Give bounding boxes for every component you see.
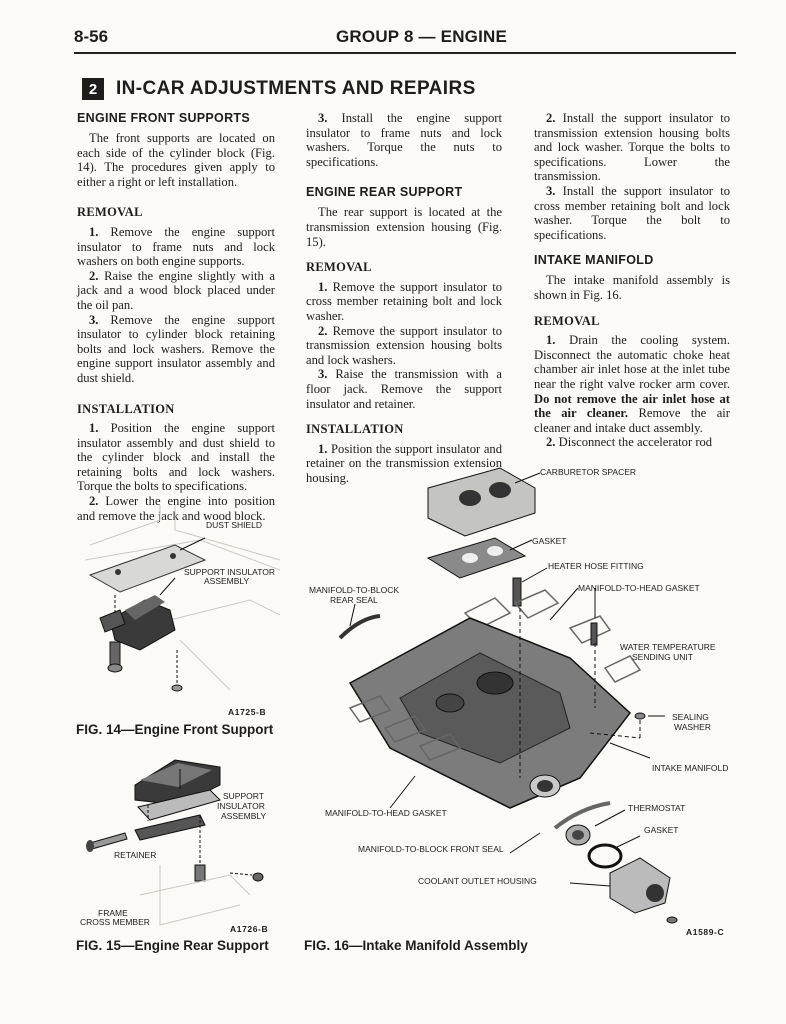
paragraph-front-intro: The front supports are located on each side of the cylinder block (Fig. 14). The procedures given apply to either a right or left installation. xyxy=(77,131,275,189)
step: 1. Remove the support insulator to cross member retaining bolt and lock washer. xyxy=(306,279,502,323)
label-water-temperature: WATER TEMPERATURE xyxy=(620,642,716,652)
step: 1. Position the engine support insulator assembly and dust shield to the cylinder block and install the retaining bolts and lock washers. Torque the bolts to specifications. xyxy=(77,421,275,494)
label-support: SUPPORT xyxy=(223,791,264,801)
label-manifold-to-head-gasket-top: MANIFOLD-TO-HEAD GASKET xyxy=(578,583,700,593)
label-dust-shield: DUST SHIELD xyxy=(206,520,263,530)
label-manifold-to-block: MANIFOLD-TO-BLOCK xyxy=(309,585,400,595)
section-heading xyxy=(82,78,476,100)
label-cross-member: CROSS MEMBER xyxy=(80,917,150,927)
step: 1. Position the support insulator and retainer on the transmission extension housing. xyxy=(306,441,503,485)
intake-manifold-exploded-illustration xyxy=(310,458,730,928)
label-frame: FRAME xyxy=(98,908,128,918)
label-heater-hose-fitting: HEATER HOSE FITTING xyxy=(548,561,644,571)
header-rule xyxy=(74,52,736,54)
figure-code: A1725-B xyxy=(228,707,267,717)
heading-installation: INSTALLATION xyxy=(77,401,175,416)
label-rear-seal: REAR SEAL xyxy=(330,595,378,605)
page-number: 8-56 xyxy=(74,27,109,46)
step: 2. Lower the engine into position and remove the jack and wood block. xyxy=(77,494,276,523)
heading-installation: INSTALLATION xyxy=(306,422,404,437)
label-carburetor-spacer: CARBURETOR SPACER xyxy=(540,467,637,477)
section-number-badge: 2 xyxy=(82,78,104,100)
column-2 xyxy=(306,111,502,485)
label-sealing: SEALING xyxy=(672,712,709,722)
paragraph-rear-intro: The rear support is located at the transmission extension housing (Fig. 15). xyxy=(306,205,502,249)
label-manifold-to-block-front-seal: MANIFOLD-TO-BLOCK FRONT SEAL xyxy=(358,844,504,854)
heading-intake-manifold: INTAKE MANIFOLD xyxy=(534,253,654,268)
heading-engine-front-supports: ENGINE FRONT SUPPORTS xyxy=(77,111,250,125)
heading-engine-rear-support: ENGINE REAR SUPPORT xyxy=(306,185,463,200)
step: 3. Install the engine support insulator to frame nuts and lock washers. Torque the nuts to specifications. xyxy=(306,111,502,169)
engine-front-support-illustration xyxy=(80,500,290,705)
warning-text: Do not remove the air inlet hose at the air cleaner. xyxy=(534,391,730,421)
figure-code: A1589-C xyxy=(686,927,725,937)
paragraph-intake-intro: The intake manifold assembly is shown in Fig. 16. xyxy=(534,273,730,302)
label-support-insulator: SUPPORT INSULATOR xyxy=(184,567,276,577)
page-header xyxy=(74,27,734,53)
column-1 xyxy=(77,111,275,523)
step: 2. Install the support insulator to transmission extension housing bolts and lock washer. Torque the bolts to specifications. Lower the transmission. xyxy=(534,111,731,184)
step: 2. Disconnect the accelerator rod xyxy=(546,435,713,450)
label-support-insulator-assembly: ASSEMBLY xyxy=(204,576,250,586)
step: 3. Remove the engine support insulator to cylinder block retaining bolts and lock washers. Remove the engine support insulator assembly and dust shield. xyxy=(77,312,275,385)
figure-caption-16: FIG. 16—Intake Manifold Assembly xyxy=(304,938,528,953)
label-coolant-outlet-housing: COOLANT OUTLET HOUSING xyxy=(418,876,537,886)
label-sending-unit: SENDING UNIT xyxy=(632,652,693,662)
group-title: GROUP 8 — ENGINE xyxy=(336,27,508,46)
label-thermostat: THERMOSTAT xyxy=(628,803,686,813)
label-manifold-to-head-gasket-bottom: MANIFOLD-TO-HEAD GASKET xyxy=(325,808,447,818)
label-intake-manifold: INTAKE MANIFOLD xyxy=(652,763,729,773)
label-gasket-top: GASKET xyxy=(532,536,567,546)
label-washer: WASHER xyxy=(674,722,711,732)
heading-removal: REMOVAL xyxy=(306,260,372,275)
label-assembly: ASSEMBLY xyxy=(221,811,267,821)
label-retainer: RETAINER xyxy=(114,850,157,860)
step: 3. Raise the transmission with a floor jack. Remove the support insulator and retainer. xyxy=(306,367,502,411)
figure-caption-14: FIG. 14—Engine Front Support xyxy=(76,722,274,737)
figure-code: A1726-B xyxy=(230,924,269,934)
step: 3. Install the support insulator to cross member retaining bolt and lock washer. Torque the bolt to specifications. xyxy=(534,183,731,242)
column-3 xyxy=(534,111,730,450)
step: 1. Drain the cooling system. Disconnect the automatic choke heat chamber air inlet hose at the inlet tube near the right valve rocker arm cover. Do not remove the air inlet hose at the air cleaner. Remove the air cleaner and intake duct assembly. xyxy=(534,333,730,435)
step: 1. Remove the engine support insulator to frame nuts and lock washers on both engine supports. xyxy=(77,224,275,269)
label-insulator: INSULATOR xyxy=(217,801,265,811)
section-title: IN-CAR ADJUSTMENTS AND REPAIRS xyxy=(116,78,476,99)
step: 2. Raise the engine slightly with a jack and a wood block placed under the oil pan. xyxy=(77,268,275,312)
figure-caption-15: FIG. 15—Engine Rear Support xyxy=(76,938,269,953)
heading-removal: REMOVAL xyxy=(77,205,143,220)
step: 2. Remove the support insulator to transmission extension housing bolts and lock washers. xyxy=(306,323,502,367)
label-gasket-bottom: GASKET xyxy=(644,825,679,835)
heading-removal: REMOVAL xyxy=(534,313,600,328)
